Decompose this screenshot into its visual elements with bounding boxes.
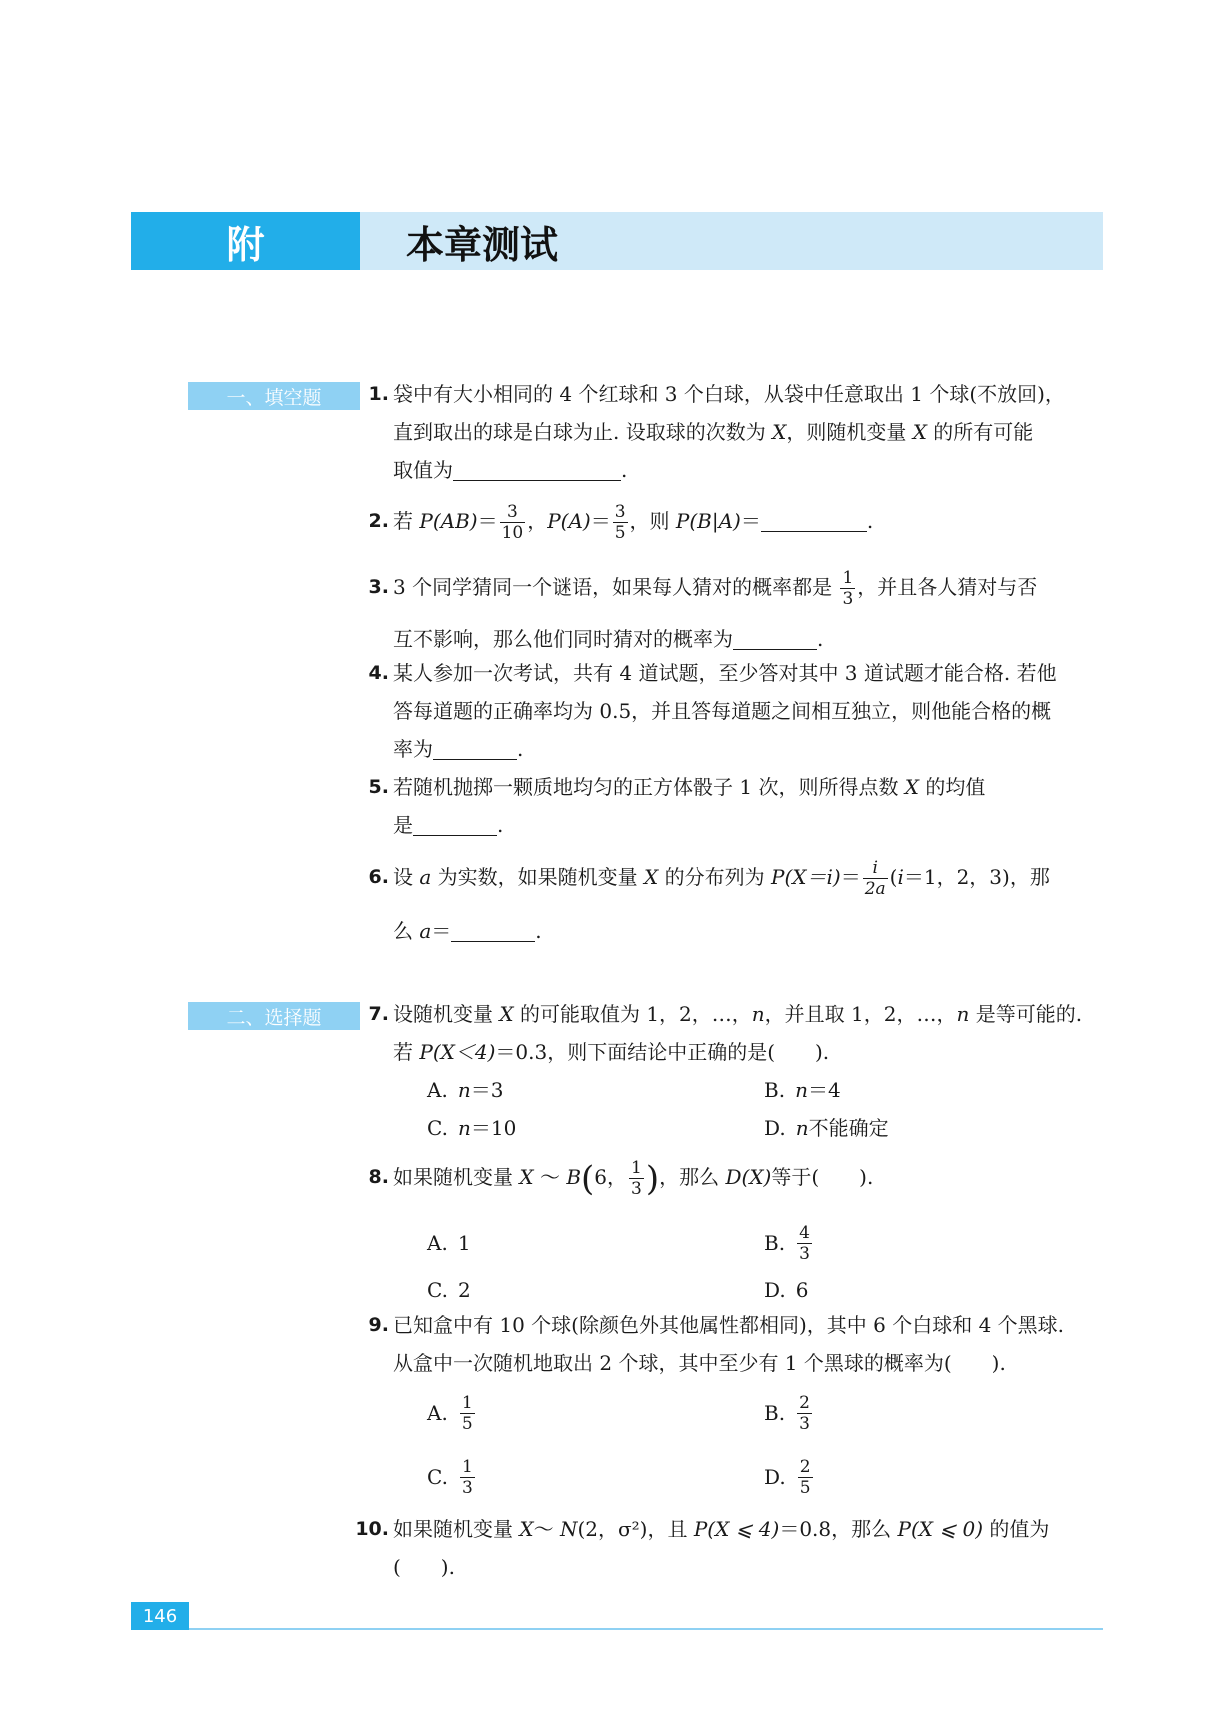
option-b: B. $\frac{2}{3}$ xyxy=(764,1392,810,1434)
question-6: 6. 设 a 为实数，如果随机变量 X 的分布列为 P(X＝i)＝ $\frac{i}{2a}$ (i＝1，2，3)，那 么 a＝ . xyxy=(393,848,1105,950)
question-2: 2. 若 P(AB)＝ $\frac{3}{10}$ ，P(A)＝ $\frac{3}{5}$ ，则 P(B|A)＝ . xyxy=(393,496,1105,546)
question-number: 7. xyxy=(368,1003,389,1025)
fraction: $\frac{2}{3}$ xyxy=(799,1392,810,1434)
fraction: $\frac{4}{3}$ xyxy=(799,1222,810,1264)
fraction: $\frac{1}{3}$ xyxy=(842,568,854,609)
question-8: 8. 如果随机变量 X ～ B(6， $\frac{1}{3}$ )，那么 D(X)等于( ). xyxy=(393,1150,1105,1206)
answer-blank xyxy=(453,456,621,481)
fraction: $\frac{3}{10}$ xyxy=(501,502,524,543)
section-label-fill: 一、填空题 xyxy=(188,382,360,410)
footer-divider xyxy=(131,1628,1103,1630)
question-number: 5. xyxy=(368,776,389,798)
option-b: B. $\frac{4}{3}$ xyxy=(764,1222,810,1264)
header-tag: 附 xyxy=(131,212,360,270)
section-label-choice: 二、选择题 xyxy=(188,1002,360,1030)
option-b: B. n ＝4 xyxy=(764,1078,841,1102)
question-number: 1. xyxy=(368,383,389,405)
fraction: $\frac{1}{3}$ xyxy=(631,1158,642,1199)
option-c: C. n ＝10 xyxy=(427,1116,517,1140)
option-c: C. 2 xyxy=(427,1278,471,1302)
fraction: $\frac{3}{5}$ xyxy=(614,502,626,543)
question-1: 1. 袋中有大小相同的 4 个红球和 3 个白球，从袋中任意取出 1 个球(不放回)， 直到取出的球是白球为止. 设取球的次数为 X，则随机变量 X 的所有可能 取值为 . xyxy=(393,375,1105,489)
question-number: 3. xyxy=(368,576,389,598)
answer-blank xyxy=(451,917,535,942)
option-c: C. $\frac{1}{3}$ xyxy=(427,1456,473,1498)
chapter-header xyxy=(131,212,1103,270)
page-number: 146 xyxy=(131,1602,189,1630)
fraction: $\frac{1}{3}$ xyxy=(461,1456,473,1498)
question-text: 袋中有大小相同的 4 个红球和 3 个白球，从袋中任意取出 1 个球(不放回)， xyxy=(393,382,1065,406)
question-number: 8. xyxy=(368,1166,389,1188)
answer-blank xyxy=(413,811,497,836)
option-a: A. $\frac{1}{5}$ xyxy=(427,1392,473,1434)
fraction: $\frac{1}{5}$ xyxy=(461,1392,473,1434)
question-number: 2. xyxy=(368,510,389,532)
question-7: 7. 设随机变量 X 的可能取值为 1，2，…，n，并且取 1，2，…，n 是等可能的. 若 P(X＜4)＝0.3，则下面结论中正确的是( ). xyxy=(393,995,1105,1071)
question-5: 5. 若随机抛掷一颗质地均匀的正方体骰子 1 次，则所得点数 X 的均值 是 . xyxy=(393,768,1105,844)
option-a: A. 1 xyxy=(427,1231,471,1255)
option-d: D. $\frac{2}{5}$ xyxy=(764,1456,811,1498)
option-d: D. n 不能确定 xyxy=(764,1116,889,1140)
question-3: 3. 3 个同学猜同一个谜语，如果每人猜对的概率都是 $\frac{1}{3}$ ，并且各人猜对与否 互不影响，那么他们同时猜对的概率为 . xyxy=(393,560,1105,658)
page-title: 本章测试 xyxy=(406,222,559,267)
option-a: A. n ＝3 xyxy=(427,1078,504,1102)
answer-blank xyxy=(733,625,817,650)
question-number: 6. xyxy=(368,866,389,888)
option-d: D. 6 xyxy=(764,1278,809,1302)
question-10: 10. 如果随机变量 X～ N(2，σ²)，且 P(X ⩽ 4)＝0.8，那么 P(X ⩽ 0) 的值为 ( ). xyxy=(393,1510,1105,1586)
answer-blank xyxy=(761,507,867,532)
fraction: $\frac{i}{2a}$ xyxy=(864,858,886,899)
question-number: 9. xyxy=(368,1314,389,1336)
question-9: 9. 已知盒中有 10 个球(除颜色外其他属性都相同)，其中 6 个白球和 4 个黑球. 从盒中一次随机地取出 2 个球，其中至少有 1 个黑球的概率为( ). xyxy=(393,1306,1105,1382)
question-number: 10. xyxy=(355,1518,389,1540)
answer-blank xyxy=(433,735,517,760)
question-number: 4. xyxy=(368,662,389,684)
fraction: $\frac{2}{5}$ xyxy=(799,1456,811,1498)
question-4: 4. 某人参加一次考试，共有 4 道试题，至少答对其中 3 道试题才能合格. 若他 答每道题的正确率均为 0.5，并且答每道题之间相互独立，则他能合格的概 率为 . xyxy=(393,654,1105,768)
